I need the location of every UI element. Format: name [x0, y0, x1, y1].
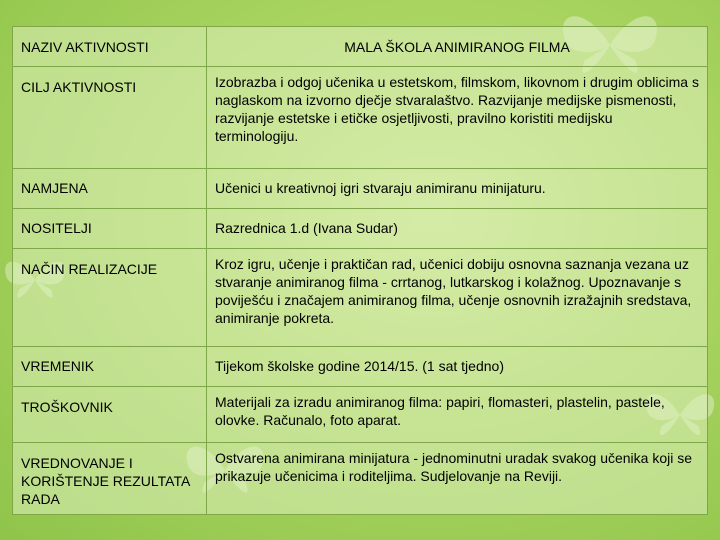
- row-label-namjena: NAMJENA: [13, 169, 207, 209]
- row-label-cilj: CILJ AKTIVNOSTI: [13, 67, 207, 169]
- table-row: [13, 169, 708, 209]
- row-value-troskovnik: Materijali za izradu animiranog filma: papiri, flomasteri, plastelin, pastele, olovke. Računalo, foto aparat.: [207, 387, 708, 443]
- table-row: [13, 347, 708, 387]
- row-label-vrednovanje: VREDNOVANJE I KORIŠTENJE REZULTATA RADA: [13, 443, 207, 515]
- row-label-vremenik: VREMENIK: [13, 347, 207, 387]
- table-row: [13, 443, 708, 515]
- row-label-troskovnik: TROŠKOVNIK: [13, 387, 207, 443]
- row-value-cilj: Izobrazba i odgoj učenika u estetskom, filmskom, likovnom i drugim oblicima s naglaskom na izvorno dječje stvaralaštvo. Razvijanje medijske pismenosti, razvijanje estetske i etičke osjetljivosti, pravilno koristiti medijsku terminologiju.: [207, 67, 708, 169]
- row-value-namjena: Učenici u kreativnoj igri stvaraju animiranu minijaturu.: [207, 169, 708, 209]
- row-value-naziv: MALA ŠKOLA ANIMIRANOG FILMA: [207, 27, 708, 67]
- row-label-nositelji: NOSITELJI: [13, 209, 207, 249]
- row-label-nacin-realizacije: NAČIN REALIZACIJE: [13, 249, 207, 347]
- table-row: [13, 27, 708, 67]
- row-value-nacin-realizacije: Kroz igru, učenje i praktičan rad, učenici dobiju osnovna saznanja vezana uz stvaranje animiranog filma - crrtanog, lutkarskog i kolažnog. Upoznavanje s poviješću i značajem animiranog filma, učenje osnovnih izražajnih sredstava, animiranje pokreta.: [207, 249, 708, 347]
- row-value-vremenik: Tijekom školske godine 2014/15. (1 sat tjedno): [207, 347, 708, 387]
- table-row: [13, 387, 708, 443]
- table-row: [13, 209, 708, 249]
- row-label-naziv: NAZIV AKTIVNOSTI: [13, 27, 207, 67]
- table-row: [13, 67, 708, 169]
- activity-table: [12, 26, 708, 515]
- row-value-nositelji: Razrednica 1.d (Ivana Sudar): [207, 209, 708, 249]
- row-value-vrednovanje: Ostvarena animirana minijatura - jednominutni uradak svakog učenika koji se prikazuje učenicima i roditeljima. Sudjelovanje na Reviji.: [207, 443, 708, 515]
- table-row: [13, 249, 708, 347]
